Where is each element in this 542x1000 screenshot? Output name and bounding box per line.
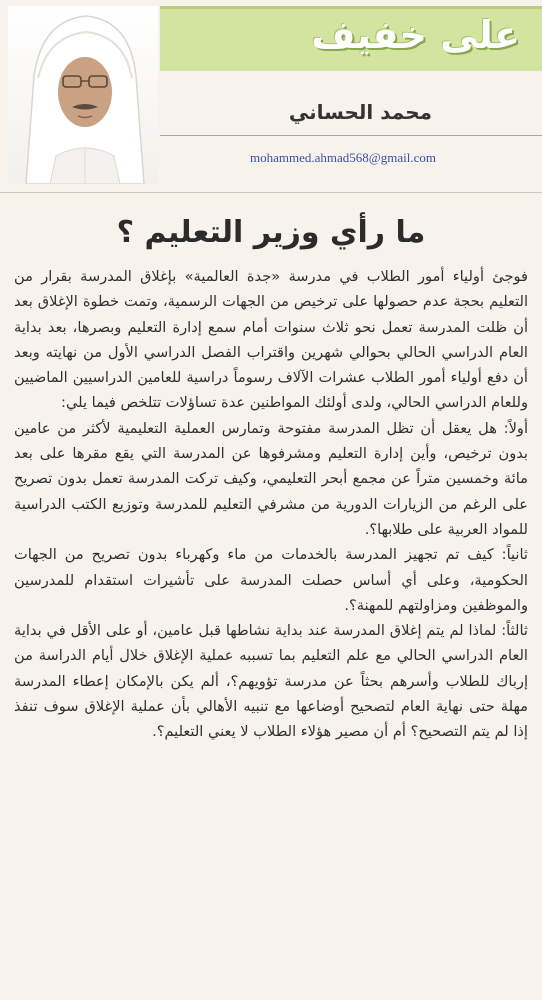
header-divider <box>160 135 542 136</box>
article-headline: ما رأي وزير التعليم ؟ <box>116 215 426 250</box>
article-body <box>14 264 528 1000</box>
article-paragraph: أولاً: هل يعقل أن تظل المدرسة مفتوحة وتمارس العملية التعليمية لأكثر من عامين بدون ترخيص، وأين إدارة التعليم ومشرفوها عن المدرسة التي يقع مقرها على بعد مائة وخمسين متراً عن مجمع أبحر التعليمي، وكيف تركت المدرسة تعمل بدون تصريح على الرغم من الزيارات الدورية من مشرفي التعليم للمدرسة وتوزيع الكتب الدراسية للمواد العربية على طلابها؟. <box>14 419 528 538</box>
column-title: على خفيف <box>311 13 520 57</box>
author-name: محمد الحساني <box>288 100 432 124</box>
column-title-band <box>160 6 542 71</box>
article-paragraph: ثانياً: كيف تم تجهيز المدرسة بالخدمات من ماء وكهرباء بدون تصريح من الجهات الحكومية، وعلى أي أساس حصلت المدرسة على تأشيرات استقدام للمدرسين والموظفين ومزاولتهم للمهنة؟. <box>14 546 528 614</box>
author-photo <box>8 6 158 184</box>
article-paragraph: ثالثاً: لماذا لم يتم إغلاق المدرسة عند بداية نشاطها قبل عامين، أو على الأقل في بداية العام الدراسي الحالي مع علم التعليم بما تسببه عملية الإغلاق خلال أيام الدراسة من إرباك للطلاب وأسرهم بحثاً عن مدرسة تؤويهم؟، ألم يكن بالإمكان إعطاء المدرسة مهلة حتى نهاية العام لتصحيح أوضاعها مع تنبيه الأهالي بأن عملية الإغلاق سوف تنفذ إذا لم يتم التصحيح؟ أم أن مصير هؤلاء الطلاب لا يعني التعليم؟. <box>14 622 528 741</box>
author-email[interactable]: mohammed.ahmad568@gmail.com <box>250 150 436 165</box>
column-header <box>0 0 542 193</box>
author-portrait-icon <box>8 6 158 184</box>
article-paragraph: فوجئ أولياء أمور الطلاب في مدرسة «جدة العالمية» بإغلاق المدرسة بقرار من التعليم بحجة عدم حصولها على ترخيص من الجهات الرسمية، وتمت خطوة الإغلاق بعد أن ظلت المدرسة تعمل نحو ثلاث سنوات أمام سمع إدارة التعليم وبصرها، بعد بداية العام الدراسي الحالي بحوالي شهرين واقتراب الفصل الدراسي الأول من نهايته وبعد أن دفع أولياء أمور الطلاب عشرات الآلاف رسوماً دراسية للعامين الدراسيين الماضيين وللعام الدراسي الحالي، ولدى أولئك المواطنين عدة تساؤلات تتلخص فيما يلي: <box>14 268 528 412</box>
